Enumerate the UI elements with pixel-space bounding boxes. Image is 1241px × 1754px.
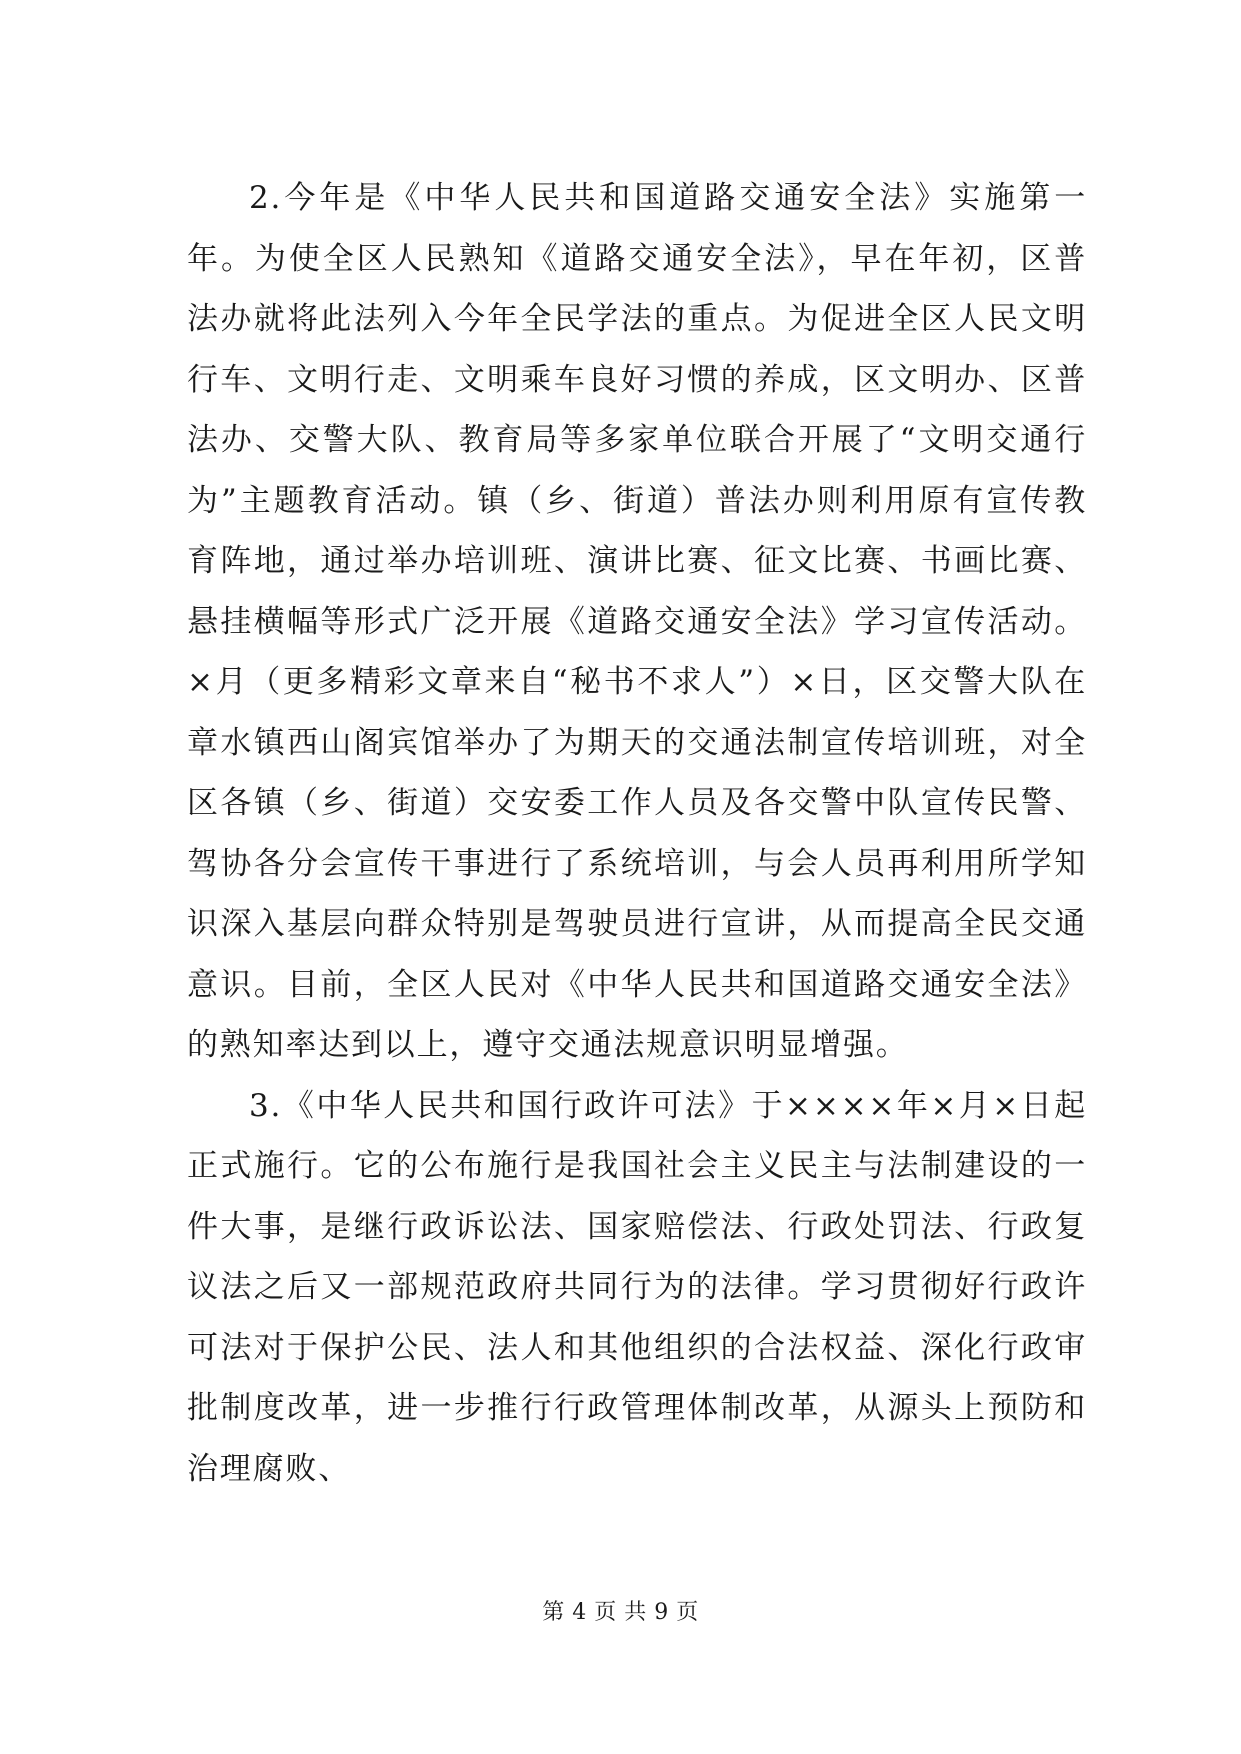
paragraph-traffic-safety-law: 2.今年是《中华人民共和国道路交通安全法》实施第一年。为使全区人民熟知《道路交通安全法》，早在年初，区普法办就将此法列入今年全民学法的重点。为促进全区人民文明行车、文明行走、文明乘车良好习惯的养成，区文明办、区普法办、交警大队、教育局等多家单位联合开展了“文明交通行为”主题教育活动。镇（乡、街道）普法办则利用原有宣传教育阵地，通过举办培训班、演讲比赛、征文比赛、书画比赛、悬挂横幅等形式广泛开展《道路交通安全法》学习宣传活动。×月（更多精彩文章来自“秘书不求人”）×日，区交警大队在章水镇西山阁宾馆举办了为期天的交通法制宣传培训班，对全区各镇（乡、街道）交安委工作人员及各交警中队宣传民警、驾协各分会宣传干事进行了系统培训，与会人员再利用所学知识深入基层向群众特别是驾驶员进行宣讲，从而提高全民交通意识。目前，全区人民对《中华人民共和国道路交通安全法》的熟知率达到以上，遵守交通法规意识明显增强。 xyxy=(187,180,1087,1063)
paragraph-administrative-licensing-law: 3.《中华人民共和国行政许可法》于××××年×月×日起正式施行。它的公布施行是我国社会主义民主与法制建设的一件大事，是继行政诉讼法、国家赔偿法、行政处罚法、行政复议法之后又一部规范政府共同行为的法律。学习贯彻好行政许可法对于保护公民、法人和其他组织的合法权益、深化行政审批制度改革，进一步推行行政管理体制改革，从源头上预防和治理腐败、 xyxy=(187,1087,1087,1487)
page-footer: 第 4 页 共 9 页 xyxy=(542,1600,699,1625)
document-body xyxy=(187,168,1087,1499)
